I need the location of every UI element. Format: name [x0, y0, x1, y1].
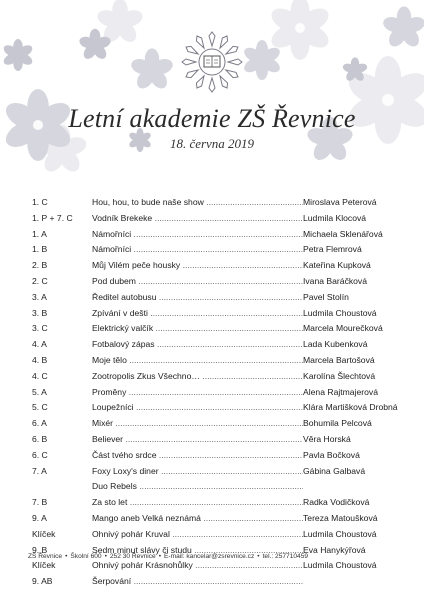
program-performer: Miroslava Peterová: [303, 197, 377, 207]
program-row: [32, 558, 402, 574]
program-item-name: Elektrický valčík .....: [92, 321, 303, 337]
program-performer: Ludmila Choustová: [303, 528, 377, 539]
program-row: [32, 195, 402, 211]
program-performer: Věra Horská: [303, 433, 351, 444]
program-class: 4. C: [32, 370, 48, 381]
program-class: 1. C: [32, 197, 48, 207]
footer-school: ZŠ Řevnice: [28, 553, 63, 560]
program-class: 9. B: [32, 544, 48, 555]
program-row: [32, 400, 402, 416]
program-class: Klíček: [32, 560, 56, 571]
program-row: [32, 464, 402, 480]
program-performer: Pavel Stolín: [303, 291, 349, 302]
program-row: [32, 290, 402, 306]
program-row: [32, 432, 402, 448]
program-row: [32, 321, 402, 337]
program-class: Klíček: [32, 528, 56, 539]
program-row: [32, 511, 402, 527]
program-item-name: Část tvého srdce .....: [92, 448, 303, 464]
program-performer: Marcela Mourečková: [303, 323, 383, 334]
program-class: 2. B: [32, 260, 48, 271]
program-class: 3. B: [32, 307, 48, 318]
program-performer: Eva Hanykýřová: [303, 544, 366, 555]
program-item-name: Moje tělo .....: [92, 353, 303, 369]
program-item-name: Fotbalový zápas .....: [92, 337, 303, 353]
program-row: [32, 495, 402, 511]
program-row: [32, 369, 402, 385]
program-item-name: Ohnivý pohár Kruval .....: [92, 527, 303, 543]
sun-emblem-icon: [182, 32, 242, 92]
program-item-name: Šerpování .....: [92, 574, 303, 590]
footer-street: Školní 600: [70, 553, 102, 560]
program-item-name: Námořníci .....: [92, 242, 303, 258]
program-item-name: Mixér .....: [92, 416, 303, 432]
program-item-name: Hou, hou, to bude naše show .....: [92, 195, 303, 211]
program-class: 1. P + 7. C: [32, 212, 73, 223]
footer-city: 252 30 Řevnice: [109, 553, 156, 560]
program-performer: Ludmila Choustová: [303, 307, 377, 318]
program-performer: Kateřina Kupková: [303, 260, 371, 271]
program-row: [32, 211, 402, 227]
program-item-name: Zootropolis Zkus Všechno… .....: [92, 369, 303, 385]
program-row: [32, 353, 402, 369]
program-performer: Alena Rajtmajerová: [303, 386, 378, 397]
program-item-name: Vodník Brekeke .....: [92, 211, 303, 227]
program-class: 5. A: [32, 386, 47, 397]
program-class: 1. B: [32, 244, 48, 255]
program-item-name: Zpívání v dešti .....: [92, 306, 303, 322]
program-performer: Radka Vodičková: [303, 497, 370, 508]
program-row: [32, 306, 402, 322]
program-class: 2. C: [32, 275, 48, 286]
program-row: [32, 385, 402, 401]
event-date: 18. června 2019: [169, 136, 255, 151]
program-class: 3. A: [32, 291, 47, 302]
program-class: 7. B: [32, 497, 48, 508]
program-row: [32, 258, 402, 274]
program-class: 6. C: [32, 449, 48, 460]
program-row: [32, 227, 402, 243]
program-row: [32, 479, 402, 495]
program-class: 6. B: [32, 433, 48, 444]
program-performer: Ludmila Klocová: [303, 212, 367, 223]
program-item-name: Ředitel autobusu .....: [92, 290, 303, 306]
footer-phone: tel.: 257710459: [262, 553, 309, 560]
program-performer: Pavla Bočková: [303, 449, 360, 460]
program-row: [32, 574, 402, 590]
program-performer: Lada Kubenková: [303, 339, 368, 350]
program-class: 5. C: [32, 402, 48, 413]
program-class: 9. AB: [32, 576, 53, 587]
page-title: Letní akademie ZŠ Řevnice: [68, 104, 356, 133]
program-performer: Petra Flemrová: [303, 244, 362, 255]
program-performer: Gábina Galbavá: [303, 465, 366, 476]
program-performer: Bohumila Pelcová: [303, 418, 372, 429]
program-item-name: Mango aneb Velká neznámá .....: [92, 511, 303, 527]
program-class: 6. A: [32, 418, 47, 429]
program-item-name: Proměny .....: [92, 385, 303, 401]
program-performer: Karolína Šlechtová: [303, 370, 376, 381]
program-item-name: Ohnivý pohár Krásnohůlky .....: [92, 558, 303, 574]
program-item-name: Pod dubem .....: [92, 274, 303, 290]
program-row: [32, 242, 402, 258]
program-class: 4. A: [32, 339, 47, 350]
footer: ZŠ Řevnice • Školní 600 • 252 30 Řevnice • E-mail: kancelar@zsrevnice.cz • tel.: 257710459: [28, 553, 309, 560]
program-performer: Tereza Matoušková: [303, 512, 378, 523]
program-class: 1. A: [32, 228, 47, 239]
program-item-name: Foxy Loxy's diner .....: [92, 464, 303, 480]
program-performer: Marcela Bartošová: [303, 354, 375, 365]
footer-email: E-mail: kancelar@zsrevnice.cz: [164, 553, 255, 560]
program-row: [32, 274, 402, 290]
program-item-name: Námořníci .....: [92, 227, 303, 243]
program-performer: Michaela Sklenářová: [303, 228, 383, 239]
program-row: [32, 527, 402, 543]
program-row: [32, 448, 402, 464]
program-performer: Ludmila Choustová: [303, 560, 377, 571]
program-item-name: Believer .....: [92, 432, 303, 448]
program-item-name: Loupežníci .....: [92, 400, 303, 416]
program-list: [32, 195, 402, 590]
program-row: [32, 416, 402, 432]
program-class: 7. A: [32, 465, 47, 476]
program-class: 3. C: [32, 323, 48, 334]
program-class: 4. B: [32, 354, 48, 365]
program-performer: Ivana Baráčková: [303, 275, 368, 286]
program-item-name: Sedm minut slávy či studu .....: [92, 543, 303, 559]
program-item-name: Za sto let .....: [92, 495, 303, 511]
program-performer: Klára Martišková Drobná: [303, 402, 398, 413]
program-row: [32, 337, 402, 353]
program-item-name: Duo Rebels .....: [92, 479, 303, 495]
program-class: 9. A: [32, 512, 47, 523]
program-item-name: Můj Vilém peče housky .....: [92, 258, 303, 274]
